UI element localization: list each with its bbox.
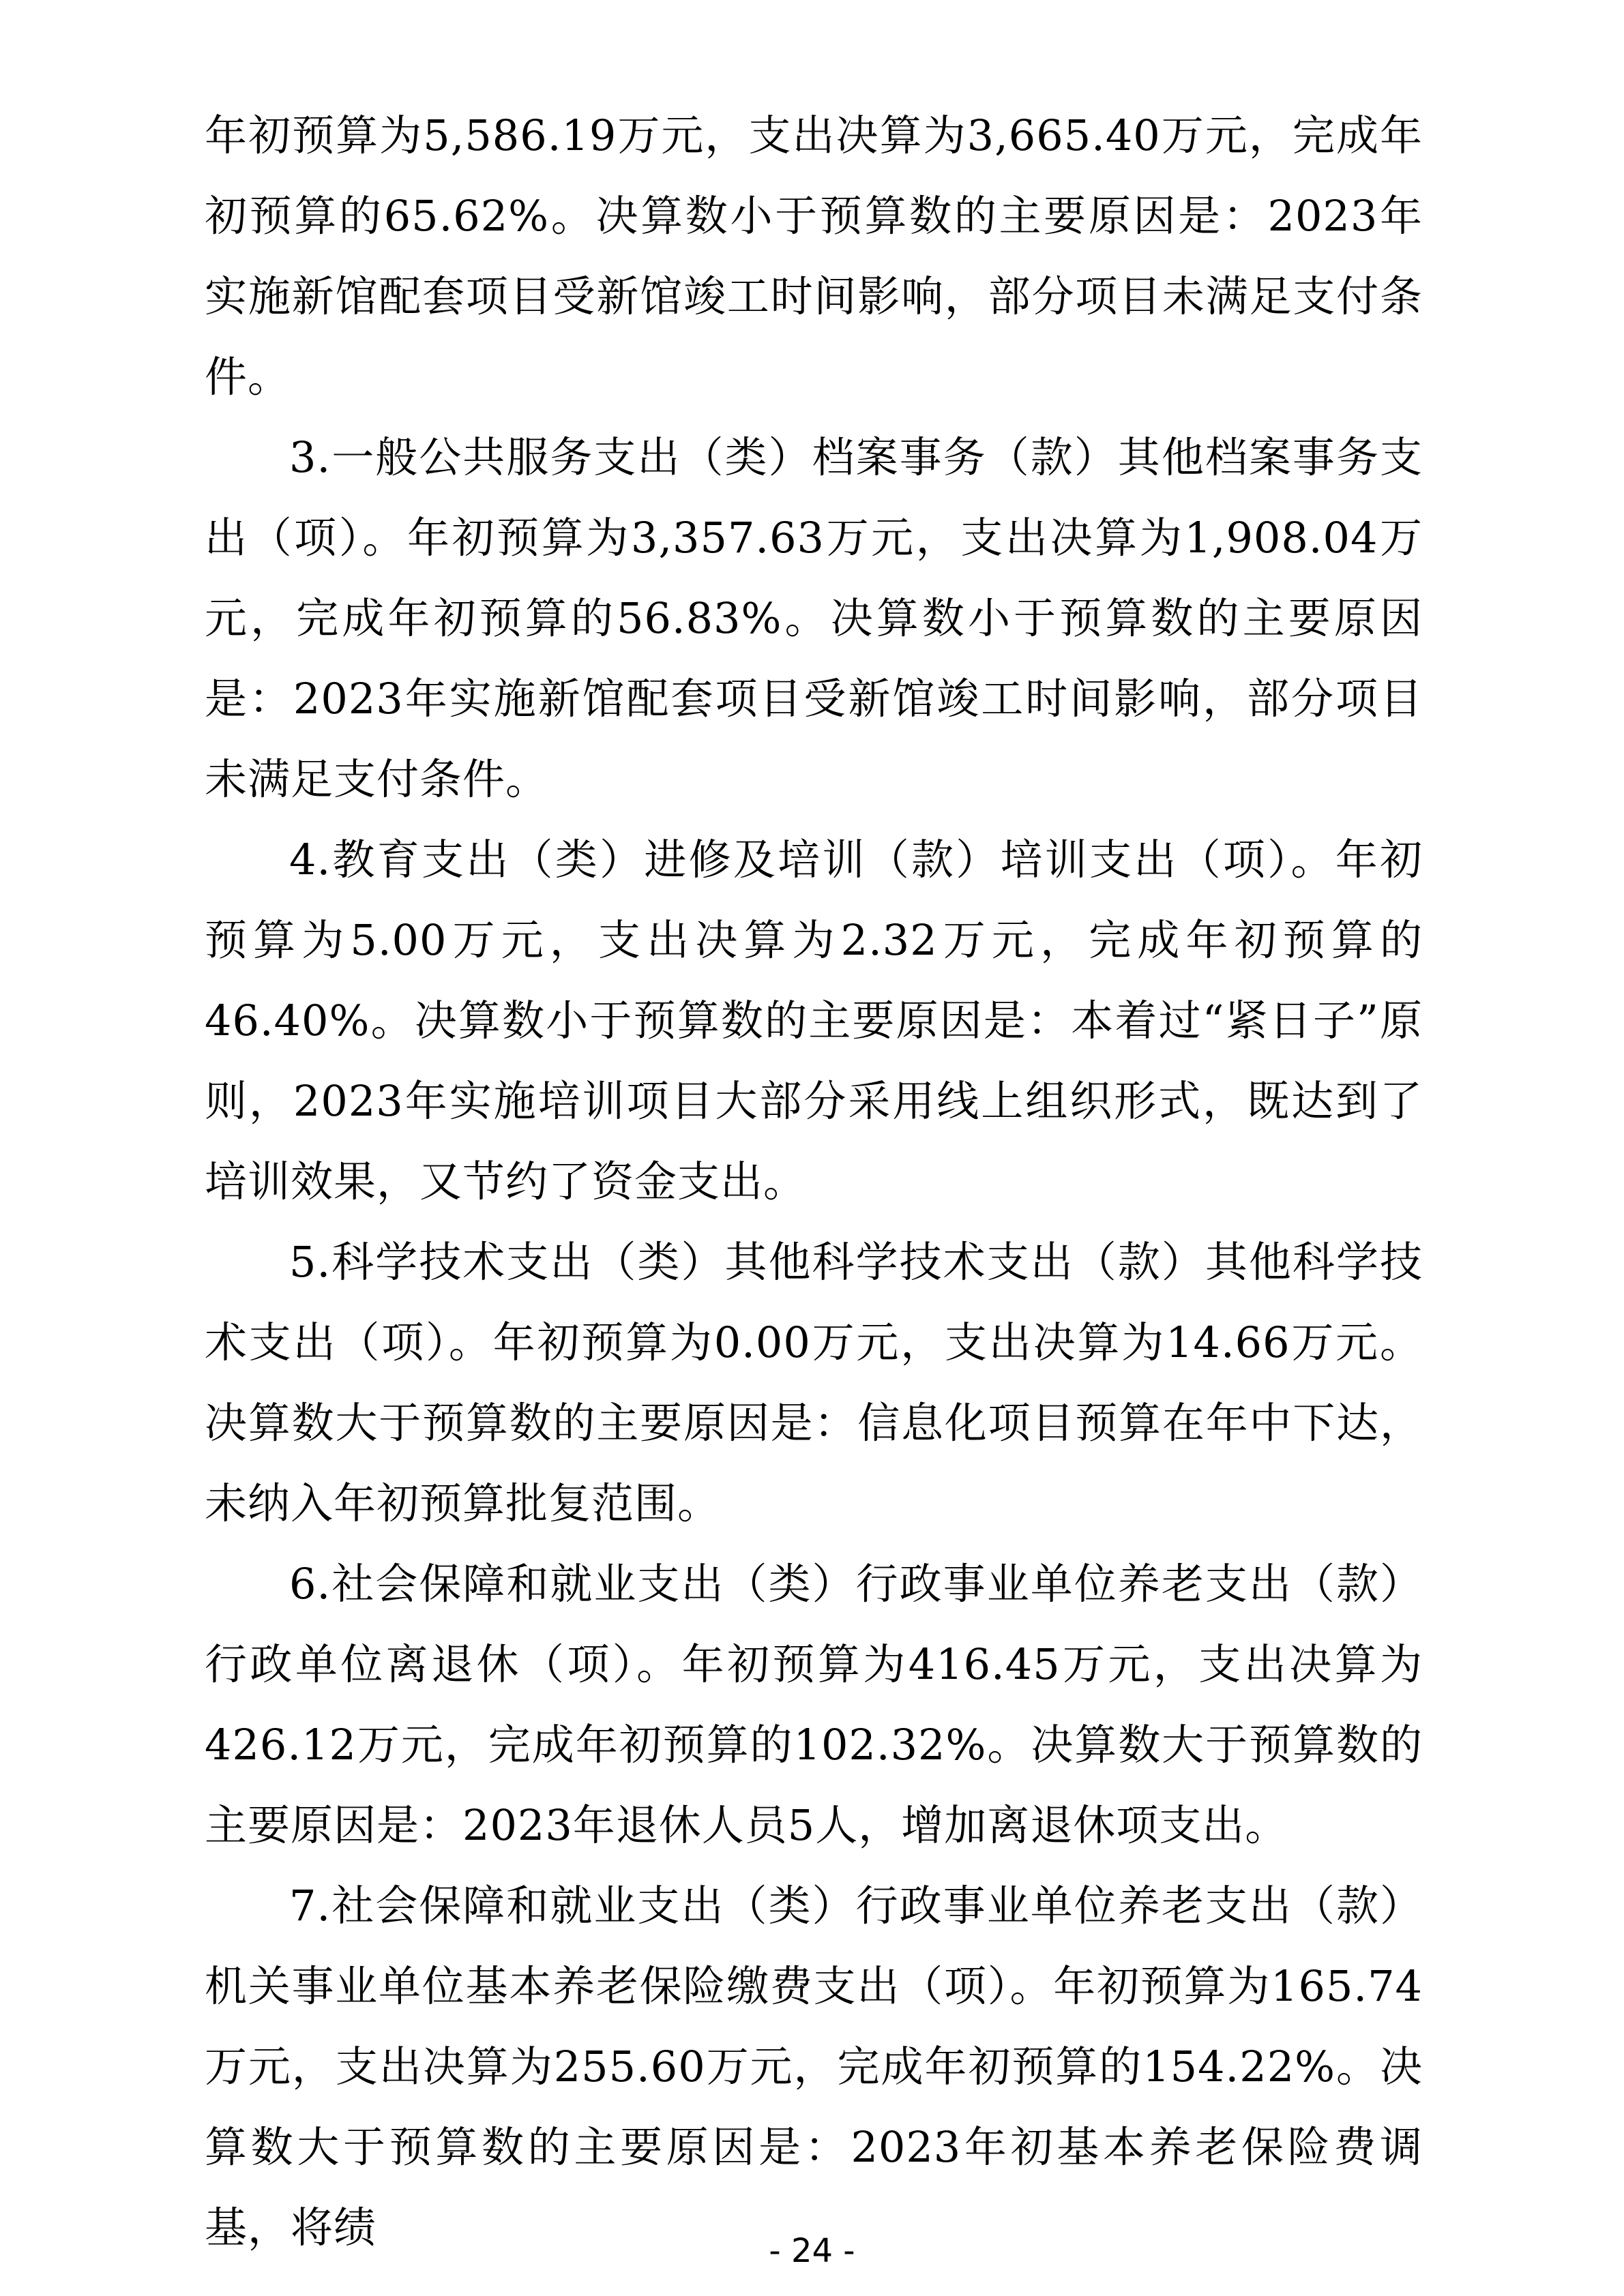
paragraph-item-3: 3.一般公共服务支出（类）档案事务（款）其他档案事务支出（项）。年初预算为3,357.63万元，支出决算为1,908.04万元，完成年初预算的56.83%。决算数小于预算数的主要原因是：2023年实施新馆配套项目受新馆竣工时间影响，部分项目未满足支付条件。 — [205, 432, 1423, 804]
paragraph-item-5: 5.科学技术支出（类）其他科学技术支出（款）其他科学技术支出（项）。年初预算为0.00万元，支出决算为14.66万元。决算数大于预算数的主要原因是：信息化项目预算在年中下达，未纳入年初预算批复范围。 — [205, 1237, 1423, 1528]
paragraph-item-7: 7.社会保障和就业支出（类）行政事业单位养老支出（款）机关事业单位基本养老保险缴费支出（项）。年初预算为165.74万元，支出决算为255.60万元，完成年初预算的154.22%。决算数大于预算数的主要原因是：2023年初基本养老保险费调基，将绩 — [205, 1881, 1423, 2252]
page-number: - 24 - — [769, 2232, 855, 2270]
paragraph-item-4: 4.教育支出（类）进修及培训（款）培训支出（项）。年初预算为5.00万元，支出决算为2.32万元，完成年初预算的46.40%。决算数小于预算数的主要原因是：本着过“紧日子”原则，2023年实施培训项目大部分采用线上组织形式，既达到了培训效果，又节约了资金支出。 — [205, 835, 1423, 1206]
paragraph-continuation: 年初预算为5,586.19万元，支出决算为3,665.40万元，完成年初预算的65.62%。决算数小于预算数的主要原因是：2023年实施新馆配套项目受新馆竣工时间影响，部分项目未满足支付条件。 — [205, 110, 1423, 402]
document-body — [205, 95, 1423, 2268]
paragraph-item-6: 6.社会保障和就业支出（类）行政事业单位养老支出（款）行政单位离退休（项）。年初预算为416.45万元，支出决算为426.12万元，完成年初预算的102.32%。决算数大于预算数的主要原因是：2023年退休人员5人，增加离退休项支出。 — [205, 1559, 1423, 1850]
